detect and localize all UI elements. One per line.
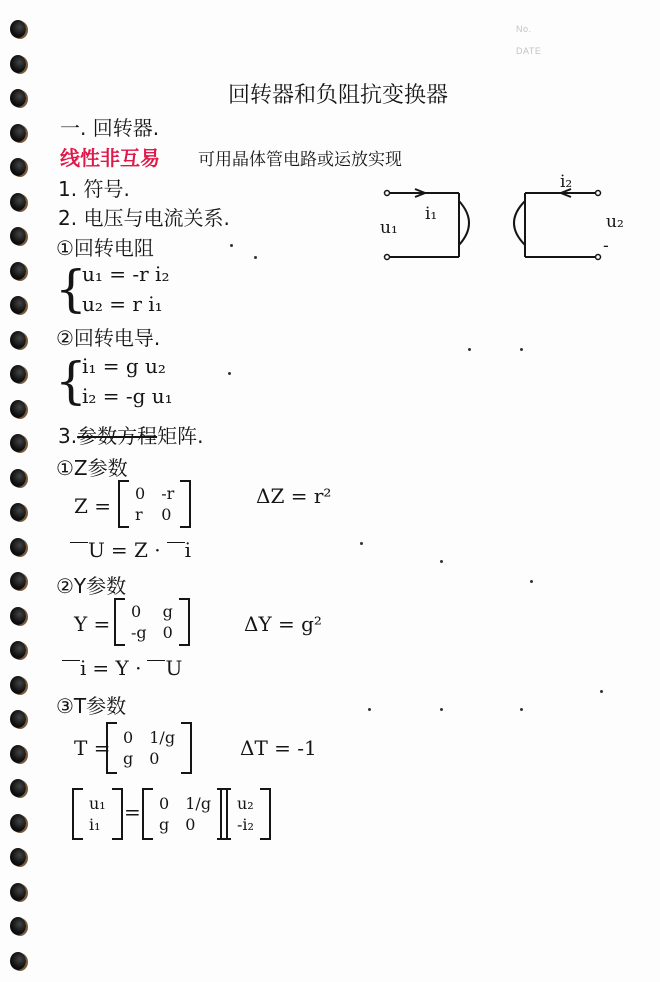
eq-g1: i₁ = g u₂	[82, 354, 166, 378]
spiral-ring	[10, 193, 26, 211]
matrix-cell: g	[123, 749, 134, 768]
eq-g2: i₂ = -g u₁	[82, 384, 173, 408]
highlight-text: 线性非互易	[60, 146, 160, 170]
matrix-cell: 0	[135, 484, 146, 503]
matrix-cell: 0	[162, 623, 173, 642]
vector-cell: i₁	[89, 815, 101, 834]
item-matrix	[58, 420, 203, 449]
t-lhs: T =	[74, 736, 111, 760]
spiral-ring	[10, 89, 26, 107]
circuit-minus-label: -	[603, 236, 609, 256]
spiral-binding	[6, 0, 36, 982]
y-vector-eq	[62, 656, 182, 680]
spiral-ring	[10, 55, 26, 73]
t-eq-right-vector	[220, 788, 271, 840]
circuit-u1-label: u₁	[380, 218, 398, 238]
matrix-cell: 0	[159, 794, 170, 813]
matrix-cell: 0	[149, 749, 160, 768]
y-title: ②Y参数	[56, 574, 127, 598]
matrix-cell: r	[135, 505, 143, 524]
y-det: ΔY = g²	[244, 612, 322, 636]
matrix-cell: 0	[123, 728, 134, 747]
note-text: 可用晶体管电路或运放实现	[198, 150, 402, 170]
spiral-ring	[10, 538, 26, 556]
spiral-ring	[10, 607, 26, 625]
vec-u: U	[147, 656, 182, 680]
z-matrix	[118, 480, 191, 528]
spiral-ring	[10, 710, 26, 728]
spiral-ring	[10, 572, 26, 590]
matrix-cell: 1/g	[185, 794, 212, 813]
spiral-ring	[10, 676, 26, 694]
vec-op: = Y ·	[92, 656, 142, 680]
item-matrix-suffix: 矩阵.	[157, 424, 204, 448]
vec-u: U	[70, 538, 105, 562]
spiral-ring	[10, 124, 26, 142]
item-matrix-prefix: 3.	[58, 424, 78, 448]
vec-op: = Z ·	[110, 538, 161, 562]
circuit-i2-label: i₂	[560, 172, 573, 192]
spiral-ring	[10, 952, 26, 970]
spiral-ring	[10, 331, 26, 349]
item-relation: 2. 电压与电流关系.	[58, 206, 230, 230]
item-matrix-struck: 参数方程	[77, 424, 158, 448]
spiral-ring	[10, 20, 26, 38]
matrix-cell: 0	[185, 815, 196, 834]
z-vector-eq	[70, 538, 191, 562]
brace: {	[55, 352, 87, 410]
spiral-ring	[10, 503, 26, 521]
t-eq-matrix	[142, 788, 228, 840]
section-heading: 一. 回转器.	[60, 116, 160, 140]
z-det: ΔZ = r²	[256, 484, 332, 508]
spiral-ring	[10, 779, 26, 797]
matrix-cell: 0	[161, 505, 172, 524]
vector-cell: -i₂	[237, 815, 254, 834]
circuit-i1-label: i₁	[425, 204, 438, 224]
spiral-ring	[10, 434, 26, 452]
page-title: 回转器和负阻抗变换器	[228, 83, 449, 108]
vec-i: i	[167, 538, 191, 562]
circuit-u2-label: u₂	[606, 212, 624, 232]
brace: {	[55, 260, 87, 318]
t-eq-left-vector	[72, 788, 123, 840]
y-matrix	[114, 598, 190, 646]
matrix-cell: -r	[161, 484, 175, 503]
spiral-ring	[10, 227, 26, 245]
matrix-cell: 0	[131, 602, 142, 621]
matrix-cell: 1/g	[149, 728, 176, 747]
matrix-cell: g	[162, 602, 173, 621]
t-matrix	[106, 722, 192, 774]
spiral-ring	[10, 296, 26, 314]
spiral-ring	[10, 262, 26, 280]
sub-resistance: ①回转电阻	[56, 236, 154, 260]
spiral-ring	[10, 365, 26, 383]
no-label: No.	[516, 24, 532, 34]
item-symbol: 1. 符号.	[58, 177, 130, 201]
vector-cell: u₁	[89, 794, 106, 813]
spiral-ring	[10, 641, 26, 659]
spiral-ring	[10, 400, 26, 418]
vec-i: i	[62, 656, 86, 680]
spiral-ring	[10, 883, 26, 901]
y-lhs: Y =	[74, 612, 111, 636]
spiral-ring	[10, 814, 26, 832]
eq-r2: u₂ = r i₁	[82, 292, 163, 316]
t-eq-equals: =	[124, 800, 141, 824]
vector-cell: u₂	[237, 794, 254, 813]
spiral-ring	[10, 469, 26, 487]
matrix-cell: g	[159, 815, 170, 834]
z-title: ①Z参数	[56, 456, 128, 480]
sub-conductance: ②回转电导.	[56, 326, 161, 350]
gyrator-symbol	[375, 165, 635, 265]
t-title: ③T参数	[56, 694, 127, 718]
date-label: DATE	[516, 46, 542, 56]
spiral-ring	[10, 917, 26, 935]
t-det: ΔT = -1	[240, 736, 317, 760]
eq-r1: u₁ = -r i₂	[82, 262, 170, 286]
z-lhs: Z =	[74, 494, 112, 518]
spiral-ring	[10, 745, 26, 763]
spiral-ring	[10, 158, 26, 176]
spiral-ring	[10, 848, 26, 866]
matrix-cell: -g	[131, 623, 147, 642]
